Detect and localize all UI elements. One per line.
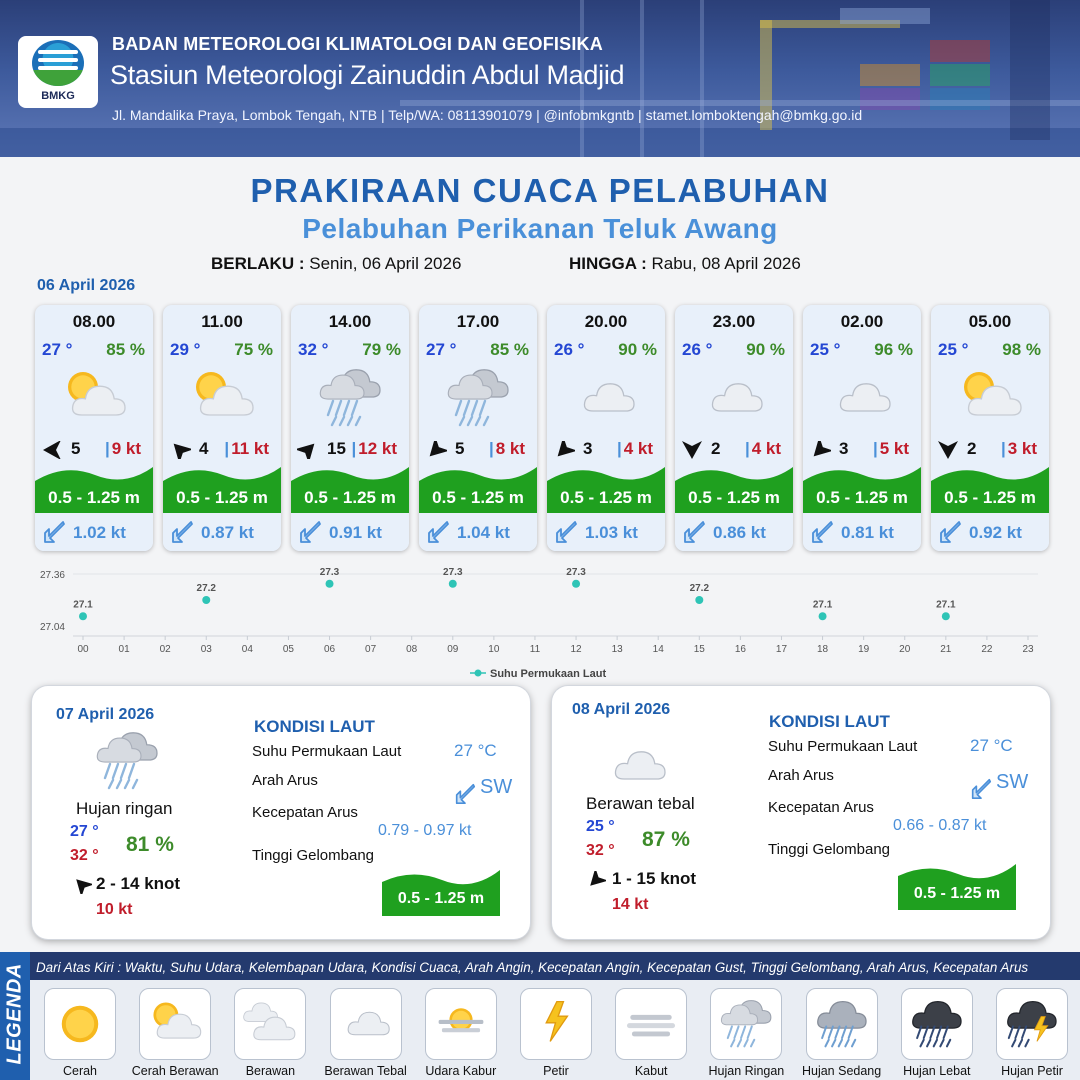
humidity: 98 %	[1002, 340, 1041, 359]
current-direction-icon	[297, 519, 323, 545]
wave-height: 0.5 - 1.25 m	[176, 488, 268, 507]
x-tick-label: 10	[488, 644, 500, 655]
wind-direction-icon	[425, 441, 447, 459]
sst-label: Suhu Permukaan Laut	[768, 738, 918, 755]
x-tick-label: 17	[775, 644, 788, 655]
legend-item-label: Hujan Ringan	[708, 1064, 785, 1078]
wind-row	[809, 439, 915, 461]
humidity: 81 %	[126, 833, 174, 856]
gust-speed: | 12 kt	[351, 439, 397, 458]
x-tick-label: 11	[529, 644, 541, 655]
wind-row	[553, 439, 659, 461]
cerah-berawan-icon	[187, 363, 257, 433]
sst-point-label: 27.1	[73, 599, 93, 611]
wind-speed: 3	[583, 439, 593, 458]
legend	[0, 952, 1080, 1080]
forecast-card	[35, 305, 153, 551]
cerah-berawan-icon	[955, 363, 1025, 433]
day-panel	[32, 686, 530, 939]
sst-point	[326, 580, 334, 588]
sst-point-label: 27.2	[689, 583, 710, 594]
legend-item-label: Cerah	[62, 1064, 98, 1078]
current-direction-icon	[452, 782, 478, 806]
x-tick-label: 18	[817, 644, 829, 655]
current-speed: 1.03 kt	[585, 523, 638, 542]
wind-row	[425, 439, 531, 461]
current-direction-label: Arah Arus	[768, 767, 834, 784]
wind-direction-icon	[937, 441, 959, 459]
humidity: 90 %	[618, 340, 657, 359]
wind-speed: 2	[711, 439, 721, 458]
current-speed: 0.87 kt	[201, 523, 254, 542]
wind-row	[681, 439, 787, 461]
organization-name: BADAN METEOROLOGI KLIMATOLOGI DAN GEOFISIKA	[112, 34, 603, 54]
sst-point	[942, 612, 950, 620]
wave-height: 0.5 - 1.25 m	[816, 488, 908, 507]
legend-label: Suhu Permukaan Laut	[490, 668, 607, 680]
air-temperature: 27 °	[426, 340, 457, 359]
legend-item-label: Petir	[543, 1064, 569, 1078]
x-tick-label: 05	[282, 644, 294, 655]
current-speed-label: Kecepatan Arus	[252, 804, 358, 821]
x-tick-label: 15	[693, 644, 705, 655]
current-direction-icon	[809, 519, 835, 545]
current-speed: 1.04 kt	[457, 523, 510, 542]
wind-direction-icon	[297, 441, 319, 459]
valid-from: BERLAKU : Senin, 06 April 2026	[211, 254, 462, 273]
day-panel	[552, 686, 1050, 939]
max-temperature: 32 °	[70, 847, 99, 864]
gust-speed: | 11 kt	[224, 439, 269, 458]
forecast-time: 05.00	[968, 312, 1012, 331]
wind-direction-icon	[553, 441, 575, 459]
wind-direction-icon	[681, 441, 703, 459]
x-tick-label: 06	[323, 644, 336, 655]
min-temperature: 27 °	[70, 823, 99, 840]
legend-item-label: Kabut	[634, 1064, 668, 1078]
sst-point	[79, 612, 87, 620]
wind-speed-range: 1 - 15 knot	[612, 869, 697, 888]
current-speed: 0.91 kt	[329, 523, 382, 542]
current-direction-icon	[41, 519, 67, 545]
forecast-card	[675, 305, 793, 551]
legend-side-title: LEGENDA	[0, 952, 30, 1080]
x-tick-label: 02	[159, 644, 171, 655]
current-direction-icon	[681, 519, 707, 545]
panel-date: 07 April 2026	[56, 706, 155, 723]
sst-value: 27 °C	[970, 736, 1013, 755]
forecast-card	[931, 305, 1049, 551]
wind-speed: 15	[327, 439, 346, 458]
current-speed: 0.86 kt	[713, 523, 766, 542]
wave-height-value: 0.5 - 1.25 m	[913, 885, 1001, 902]
x-tick-label: 21	[940, 644, 952, 655]
current-direction-label: Arah Arus	[252, 772, 318, 789]
humidity: 90 %	[746, 340, 785, 359]
legend-item	[425, 988, 497, 1060]
current-row	[291, 513, 409, 551]
air-temperature: 25 °	[810, 340, 841, 359]
berawan-tebal-icon	[699, 363, 769, 433]
wind-speed-range: 2 - 14 knot	[96, 874, 181, 893]
forecast-card	[547, 305, 665, 551]
legend-item	[520, 988, 592, 1060]
humidity: 85 %	[106, 340, 145, 359]
current-direction-icon	[553, 519, 579, 545]
wind-speed: 3	[839, 439, 849, 458]
sst-label: Suhu Permukaan Laut	[252, 743, 402, 760]
current-speed-label: Kecepatan Arus	[768, 799, 874, 816]
current-direction-icon	[169, 519, 195, 545]
legend-swatch	[475, 670, 482, 677]
hujan-ringan-icon	[92, 726, 162, 796]
x-tick-label: 20	[899, 644, 911, 655]
wave-height-label: Tinggi Gelombang	[252, 847, 375, 864]
berawan-tebal-icon	[571, 363, 641, 433]
wave-height: 0.5 - 1.25 m	[48, 488, 140, 507]
udara-kabur-icon	[432, 995, 490, 1053]
wind-speed: 4	[199, 439, 209, 458]
wind-speed: 2	[967, 439, 977, 458]
hujan-ringan-icon	[315, 363, 385, 433]
port-name: Pelabuhan Perikanan Teluk Awang	[302, 213, 778, 244]
wind-direction-icon	[586, 871, 606, 889]
forecast-time: 23.00	[712, 312, 756, 331]
current-direction-value: SW	[480, 776, 513, 798]
legend-item	[234, 988, 306, 1060]
wind-speed: 5	[455, 439, 465, 458]
wind-row	[169, 439, 275, 461]
x-tick-label: 19	[858, 644, 870, 655]
current-speed-value: 0.79 - 0.97 kt	[378, 822, 472, 839]
legend-item	[139, 988, 211, 1060]
legend-item-label: Hujan Sedang	[801, 1064, 882, 1078]
valid-until: HINGGA : Rabu, 08 April 2026	[569, 254, 801, 273]
sst-point-label: 27.1	[812, 599, 833, 611]
air-temperature: 32 °	[298, 340, 329, 359]
gust-speed: | 9 kt	[104, 439, 141, 458]
air-temperature: 26 °	[682, 340, 713, 359]
forecast-time: 20.00	[584, 312, 628, 331]
cerah-berawan-icon	[146, 995, 204, 1053]
humidity: 85 %	[490, 340, 529, 359]
gust-speed: | 8 kt	[488, 439, 525, 458]
air-temperature: 29 °	[170, 340, 201, 359]
current-row	[675, 513, 793, 551]
wind-direction-icon	[72, 876, 92, 894]
sst-point-label: 27.3	[566, 566, 586, 578]
berawan-icon	[241, 995, 299, 1053]
legend-item	[44, 988, 116, 1060]
legend-item	[901, 988, 973, 1060]
legend-item	[710, 988, 782, 1060]
forecast-time: 11.00	[201, 312, 243, 331]
legend-item-label: Cerah Berawan	[131, 1064, 219, 1078]
wind-direction-icon	[41, 441, 63, 459]
x-tick-label: 12	[570, 644, 582, 655]
x-tick-label: 04	[241, 644, 253, 655]
sst-chart	[30, 560, 1050, 685]
weather-condition: Hujan ringan	[76, 799, 173, 818]
air-temperature: 25 °	[938, 340, 969, 359]
bmkg-logo: BMKG	[18, 36, 98, 108]
sst-point	[202, 596, 210, 604]
current-direction-value: SW	[996, 771, 1029, 793]
x-tick-label: 09	[447, 644, 459, 655]
legend-item-label: Berawan Tebal	[324, 1064, 407, 1078]
page-title: PRAKIRAAN CUACA PELABUHAN	[250, 172, 830, 209]
sst-point	[819, 612, 827, 620]
x-tick-label: 13	[611, 644, 623, 655]
legend-item	[615, 988, 687, 1060]
gust-speed: | 4 kt	[744, 439, 781, 458]
gust-speed: | 5 kt	[872, 439, 909, 458]
forecast-time: 14.00	[328, 312, 372, 331]
gust-speed: 10 kt	[96, 901, 133, 918]
forecast-card	[419, 305, 537, 551]
wave-height: 0.5 - 1.25 m	[688, 488, 780, 507]
min-temperature: 25 °	[586, 818, 615, 835]
current-direction-icon	[968, 777, 994, 801]
wind-row	[297, 439, 403, 461]
weather-condition: Berawan tebal	[586, 794, 695, 813]
sst-point-label: 27.3	[443, 566, 463, 578]
hujan-lebat-icon	[908, 995, 966, 1053]
hujan-ringan-icon	[443, 363, 513, 433]
x-tick-label: 00	[77, 644, 89, 655]
sst-point	[449, 580, 457, 588]
legend-item	[330, 988, 402, 1060]
current-direction-icon	[937, 519, 963, 545]
humidity: 79 %	[362, 340, 401, 359]
legend-item-label: Udara Kabur	[425, 1064, 497, 1078]
petir-icon	[527, 995, 585, 1053]
hujan-ringan-icon	[717, 995, 775, 1053]
current-row	[803, 513, 921, 551]
legend-item-label: Hujan Petir	[1001, 1064, 1063, 1078]
wind-speed: 5	[71, 439, 81, 458]
gust-speed: | 3 kt	[1000, 439, 1037, 458]
kabut-icon	[622, 995, 680, 1053]
wind-direction-icon	[809, 441, 831, 459]
wave-height-value: 0.5 - 1.25 m	[397, 890, 485, 907]
header-banner	[0, 0, 1080, 157]
sea-condition-title: KONDISI LAUT	[769, 712, 890, 731]
berawan-tebal-icon	[827, 363, 897, 433]
current-speed-value: 0.66 - 0.87 kt	[893, 817, 987, 834]
legend-item	[806, 988, 878, 1060]
air-temperature: 27 °	[42, 340, 73, 359]
sea-condition-title: KONDISI LAUT	[254, 717, 375, 736]
day1-date: 06 April 2026	[37, 277, 136, 294]
hujan-sedang-icon	[813, 995, 871, 1053]
cerah-icon	[51, 995, 109, 1053]
forecast-time: 02.00	[840, 312, 884, 331]
hujan-petir-icon	[1003, 995, 1061, 1053]
y-tick-label: 27.36	[39, 570, 65, 581]
sst-point-label: 27.2	[196, 583, 216, 594]
y-tick-label: 27.04	[39, 622, 65, 633]
forecast-card	[291, 305, 409, 551]
humidity: 75 %	[234, 340, 273, 359]
current-row	[547, 513, 665, 551]
x-tick-label: 01	[118, 644, 130, 655]
current-row	[419, 513, 537, 551]
station-name: Stasiun Meteorologi Zainuddin Abdul Madjid	[110, 60, 625, 90]
wave-height: 0.5 - 1.25 m	[560, 488, 652, 507]
gust-speed: 14 kt	[612, 896, 649, 913]
sst-point-label: 27.1	[936, 599, 956, 611]
max-temperature: 32 °	[586, 842, 615, 859]
humidity: 96 %	[874, 340, 913, 359]
current-row	[931, 513, 1049, 551]
current-direction-icon	[425, 519, 451, 545]
legend-item-label: Hujan Lebat	[903, 1064, 971, 1078]
current-speed: 0.81 kt	[841, 523, 894, 542]
berawan-tebal-icon	[337, 995, 395, 1053]
humidity: 87 %	[642, 828, 690, 851]
sst-point-label: 27.3	[319, 566, 340, 578]
current-row	[163, 513, 281, 551]
current-row	[35, 513, 153, 551]
forecast-time: 08.00	[72, 312, 116, 331]
wind-row	[41, 439, 147, 461]
forecast-time: 17.00	[456, 312, 500, 331]
wind-row	[937, 439, 1043, 461]
legend-item-label: Berawan	[245, 1064, 296, 1078]
contact-address: Jl. Mandalika Praya, Lombok Tengah, NTB | Telp/WA: 08113901079 | @infobmkgntb | stamet.lomboktengah@bmkg.go.id	[112, 107, 863, 123]
wave-height: 0.5 - 1.25 m	[304, 488, 396, 507]
wave-height: 0.5 - 1.25 m	[944, 488, 1036, 507]
cerah-berawan-icon	[59, 363, 129, 433]
sst-point	[572, 580, 580, 588]
legend-item	[996, 988, 1068, 1060]
x-tick-label: 14	[652, 644, 664, 655]
berawan-tebal-icon	[602, 731, 672, 801]
air-temperature: 26 °	[554, 340, 585, 359]
forecast-card	[163, 305, 281, 551]
x-tick-label: 08	[406, 644, 418, 655]
current-speed: 1.02 kt	[73, 523, 126, 542]
wave-height-label: Tinggi Gelombang	[768, 841, 891, 858]
wind-direction-icon	[169, 441, 191, 459]
gust-speed: | 4 kt	[616, 439, 653, 458]
panel-date: 08 April 2026	[572, 701, 671, 718]
x-tick-label: 23	[1022, 644, 1034, 655]
sst-point	[695, 596, 703, 604]
x-tick-label: 03	[200, 644, 212, 655]
current-speed: 0.92 kt	[969, 523, 1022, 542]
sst-value: 27 °C	[454, 741, 497, 760]
forecast-card	[803, 305, 921, 551]
x-tick-label: 22	[981, 644, 993, 655]
legend-icons	[30, 980, 1080, 1080]
x-tick-label: 16	[734, 644, 746, 655]
wave-height: 0.5 - 1.25 m	[432, 488, 524, 507]
legend-note: Dari Atas Kiri : Waktu, Suhu Udara, Kelembapan Udara, Kondisi Cuaca, Arah Angin, Kecepatan Angin, Kecepatan Gust, Tinggi Gelombang, Arah Arus, Kecepatan Arus	[36, 960, 1029, 975]
x-tick-label: 07	[365, 644, 377, 655]
